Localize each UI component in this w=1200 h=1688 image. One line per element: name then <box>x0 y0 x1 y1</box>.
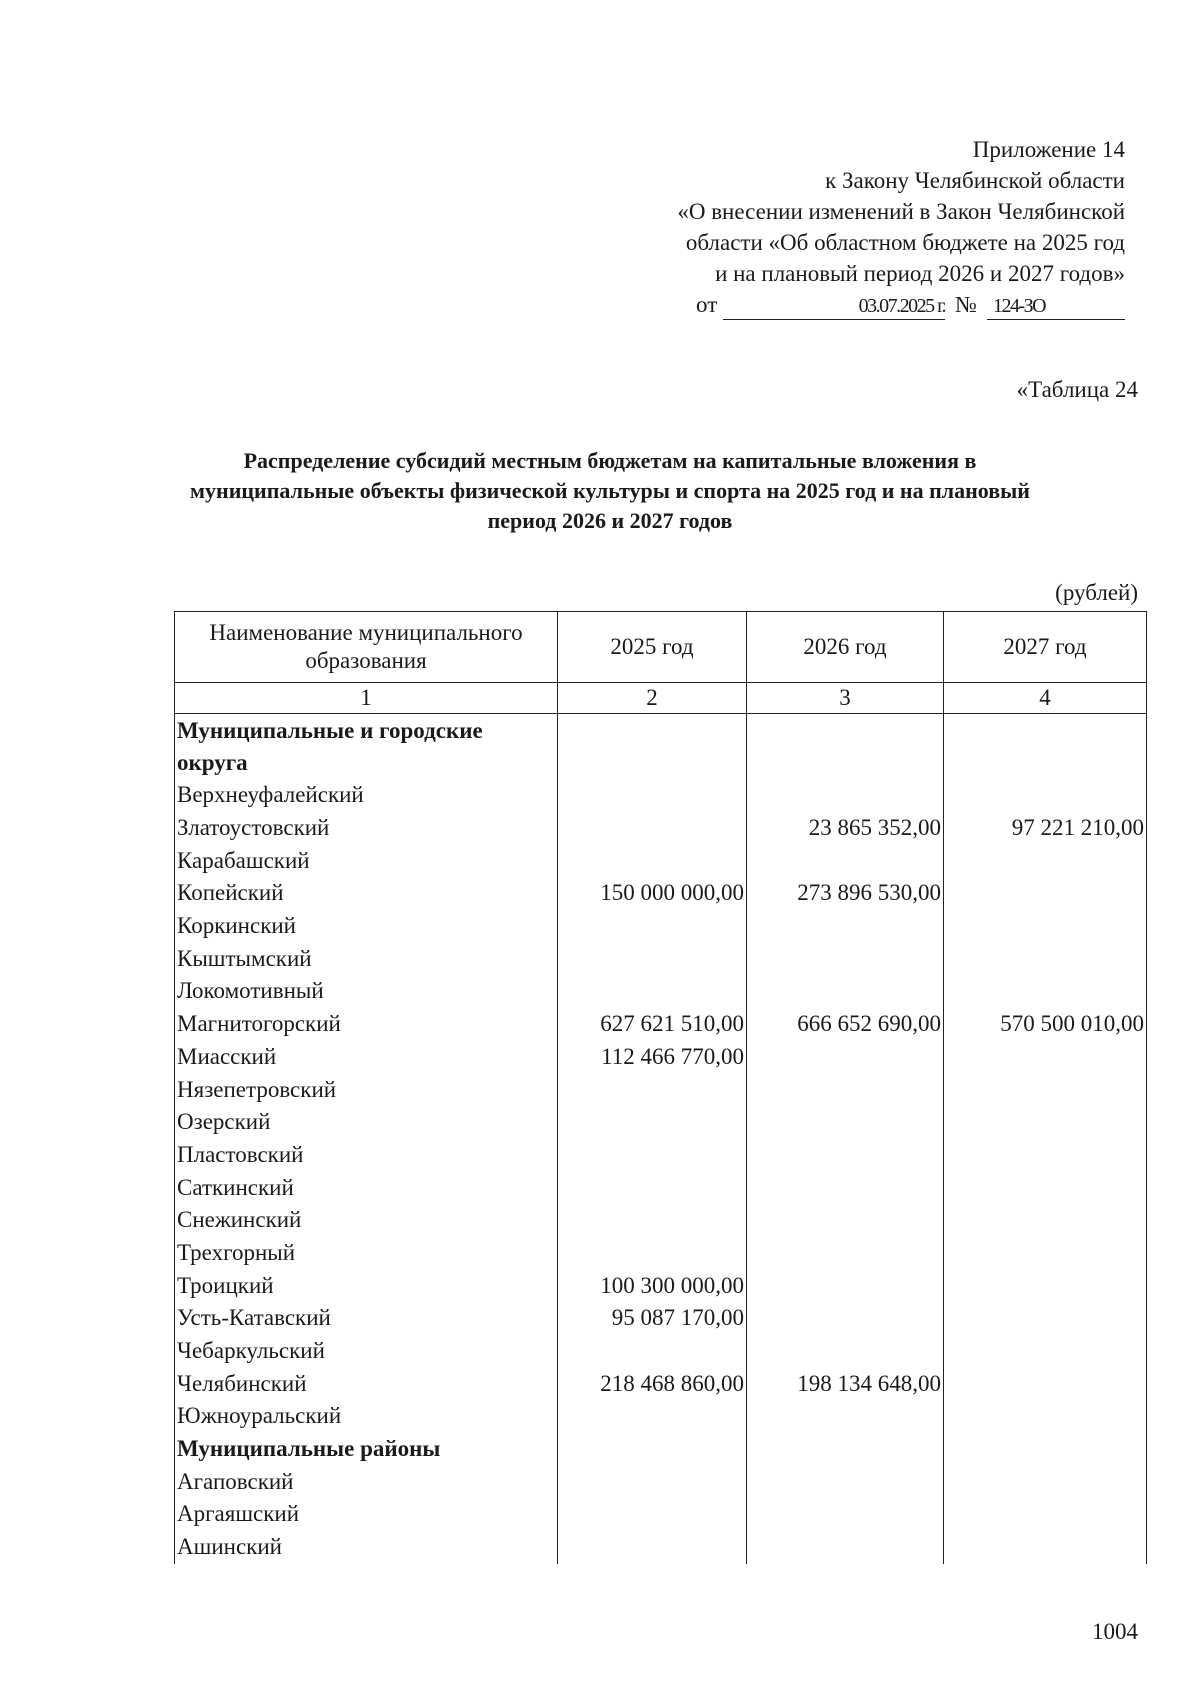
value-2027 <box>944 910 1147 943</box>
value-2025 <box>558 779 747 812</box>
value-2027 <box>944 1367 1147 1400</box>
value-2026: 198 134 648,00 <box>747 1367 944 1400</box>
value-2025 <box>558 1531 747 1564</box>
column-header-2026: 2026 год <box>747 612 944 683</box>
value-2025 <box>558 1237 747 1270</box>
value-2025 <box>558 1204 747 1237</box>
table-group-row <box>175 1433 1147 1466</box>
number-label: № <box>955 292 977 317</box>
table-row <box>175 910 1147 943</box>
value-2026 <box>747 1073 944 1106</box>
value-2027 <box>944 1041 1147 1074</box>
value-2025 <box>558 812 747 845</box>
value-2025 <box>558 1073 747 1106</box>
municipality-name: Челябинский <box>175 1367 558 1400</box>
municipality-name: Агаповский <box>175 1465 558 1498</box>
municipality-name: Аргаяшский <box>175 1498 558 1531</box>
table-row <box>175 1041 1147 1074</box>
municipality-name: Копейский <box>175 877 558 910</box>
value-2026 <box>747 1237 944 1270</box>
column-number: 2 <box>558 683 747 714</box>
municipality-name: Саткинский <box>175 1171 558 1204</box>
column-number-row <box>175 683 1147 714</box>
value-2026 <box>747 1041 944 1074</box>
table-row <box>175 1269 1147 1302</box>
value-2027: 570 500 010,00 <box>944 1008 1147 1041</box>
value-2025 <box>558 714 747 780</box>
table-row <box>175 1171 1147 1204</box>
document-title: Распределение субсидий местным бюджетам на капитальные вложения в муниципальные объекты физической культуры и спорта на 2025 год и на плановый период 2026 и 2027 годов <box>190 448 1030 533</box>
law-reference-line: к Закону Челябинской области <box>825 168 1125 193</box>
appendix-title: Приложение 14 <box>972 137 1125 162</box>
municipality-name: Златоустовский <box>175 812 558 845</box>
value-2027 <box>944 1073 1147 1106</box>
value-2025 <box>558 1171 747 1204</box>
law-reference-line: «О внесении изменений в Закон Челябинской <box>677 199 1125 224</box>
value-2026 <box>747 1335 944 1368</box>
table-row <box>175 877 1147 910</box>
value-2027 <box>944 975 1147 1008</box>
municipality-name: Муниципальные и городские округа <box>175 714 558 780</box>
value-2027 <box>944 1400 1147 1433</box>
value-2025: 112 466 770,00 <box>558 1041 747 1074</box>
table-row <box>175 1073 1147 1106</box>
municipality-name: Троицкий <box>175 1269 558 1302</box>
table-row <box>175 1008 1147 1041</box>
value-2026 <box>747 942 944 975</box>
municipality-name: Усть-Катавский <box>175 1302 558 1335</box>
value-2026: 23 865 352,00 <box>747 812 944 845</box>
column-header-name: Наименование муниципального образования <box>175 612 558 683</box>
column-header-2025: 2025 год <box>558 612 747 683</box>
value-2027 <box>944 877 1147 910</box>
value-2026 <box>747 1139 944 1172</box>
municipality-name: Локомотивный <box>175 975 558 1008</box>
value-2026: 273 896 530,00 <box>747 877 944 910</box>
table-row <box>175 812 1147 845</box>
column-number: 3 <box>747 683 944 714</box>
table-row <box>175 779 1147 812</box>
value-2025 <box>558 1335 747 1368</box>
value-2026 <box>747 779 944 812</box>
value-2026 <box>747 1498 944 1531</box>
value-2025: 150 000 000,00 <box>558 877 747 910</box>
table-row <box>175 1400 1147 1433</box>
municipality-name: Коркинский <box>175 910 558 943</box>
value-2027 <box>944 1106 1147 1139</box>
value-2027 <box>944 1498 1147 1531</box>
value-2025: 218 468 860,00 <box>558 1367 747 1400</box>
value-2026 <box>747 910 944 943</box>
table-row <box>175 1302 1147 1335</box>
value-2026 <box>747 1531 944 1564</box>
value-2025 <box>558 1400 747 1433</box>
appendix-header <box>565 134 1125 320</box>
value-2025: 627 621 510,00 <box>558 1008 747 1041</box>
table-body <box>175 714 1147 1564</box>
value-2026 <box>747 1302 944 1335</box>
value-2027 <box>944 1531 1147 1564</box>
municipality-name: Магнитогорский <box>175 1008 558 1041</box>
table-label: «Таблица 24 <box>1016 377 1138 402</box>
value-2027 <box>944 1269 1147 1302</box>
municipality-name: Верхнеуфалейский <box>175 779 558 812</box>
value-2025 <box>558 1433 747 1466</box>
value-2026 <box>747 1465 944 1498</box>
table-row <box>175 942 1147 975</box>
value-2026 <box>747 844 944 877</box>
from-label: от <box>696 292 718 317</box>
column-number: 4 <box>944 683 1147 714</box>
value-2027 <box>944 844 1147 877</box>
value-2027 <box>944 1335 1147 1368</box>
value-2027 <box>944 1204 1147 1237</box>
municipality-name: Муниципальные районы <box>175 1433 558 1466</box>
municipality-name: Озерский <box>175 1106 558 1139</box>
value-2025 <box>558 844 747 877</box>
municipality-name: Нязепетровский <box>175 1073 558 1106</box>
municipality-name: Ашинский <box>175 1531 558 1564</box>
value-2026 <box>747 1400 944 1433</box>
law-reference-line: и на плановый период 2026 и 2027 годов» <box>715 261 1125 286</box>
value-2027: 97 221 210,00 <box>944 812 1147 845</box>
table-row <box>175 1106 1147 1139</box>
value-2025: 100 300 000,00 <box>558 1269 747 1302</box>
value-2027 <box>944 1302 1147 1335</box>
value-2025: 95 087 170,00 <box>558 1302 747 1335</box>
table-row <box>175 1237 1147 1270</box>
page-number: 1004 <box>1092 1619 1138 1644</box>
municipality-name: Трехгорный <box>175 1237 558 1270</box>
value-2026 <box>747 1269 944 1302</box>
value-2025 <box>558 1106 747 1139</box>
value-2026 <box>747 1106 944 1139</box>
table-group-row <box>175 714 1147 780</box>
municipality-name: Кыштымский <box>175 942 558 975</box>
table-row <box>175 844 1147 877</box>
column-number: 1 <box>175 683 558 714</box>
value-2027 <box>944 1433 1147 1466</box>
value-2027 <box>944 1139 1147 1172</box>
table-row <box>175 1204 1147 1237</box>
municipality-name: Южноуральский <box>175 1400 558 1433</box>
table-row <box>175 1498 1147 1531</box>
value-2025 <box>558 942 747 975</box>
value-2025 <box>558 975 747 1008</box>
law-reference-line: области «Об областном бюджете на 2025 год <box>685 230 1125 255</box>
table-row <box>175 975 1147 1008</box>
municipality-name: Карабашский <box>175 844 558 877</box>
table-header-row <box>175 612 1147 683</box>
value-2025 <box>558 1465 747 1498</box>
municipality-name: Чебаркульский <box>175 1335 558 1368</box>
value-2026 <box>747 1171 944 1204</box>
table-row <box>175 1139 1147 1172</box>
value-2026 <box>747 1204 944 1237</box>
value-2027 <box>944 1465 1147 1498</box>
value-2027 <box>944 1171 1147 1204</box>
value-2027 <box>944 942 1147 975</box>
table-row <box>175 1531 1147 1564</box>
law-date-number-line <box>565 289 1125 320</box>
municipality-name: Снежинский <box>175 1204 558 1237</box>
subsidy-table <box>174 611 1147 1564</box>
value-2027 <box>944 779 1147 812</box>
column-header-2027: 2027 год <box>944 612 1147 683</box>
table-row <box>175 1465 1147 1498</box>
municipality-name: Миасский <box>175 1041 558 1074</box>
value-2026 <box>747 1433 944 1466</box>
municipality-name: Пластовский <box>175 1139 558 1172</box>
value-2025 <box>558 1498 747 1531</box>
value-2027 <box>944 1237 1147 1270</box>
value-2026: 666 652 690,00 <box>747 1008 944 1041</box>
value-2025 <box>558 1139 747 1172</box>
law-number: 124-ЗО <box>987 293 1125 320</box>
table-row <box>175 1335 1147 1368</box>
value-2026 <box>747 714 944 780</box>
law-date: 03.07.2025 г. <box>723 293 945 320</box>
value-2026 <box>747 975 944 1008</box>
value-2025 <box>558 910 747 943</box>
table-row <box>175 1367 1147 1400</box>
units-label: (рублей) <box>1055 580 1138 605</box>
value-2027 <box>944 714 1147 780</box>
